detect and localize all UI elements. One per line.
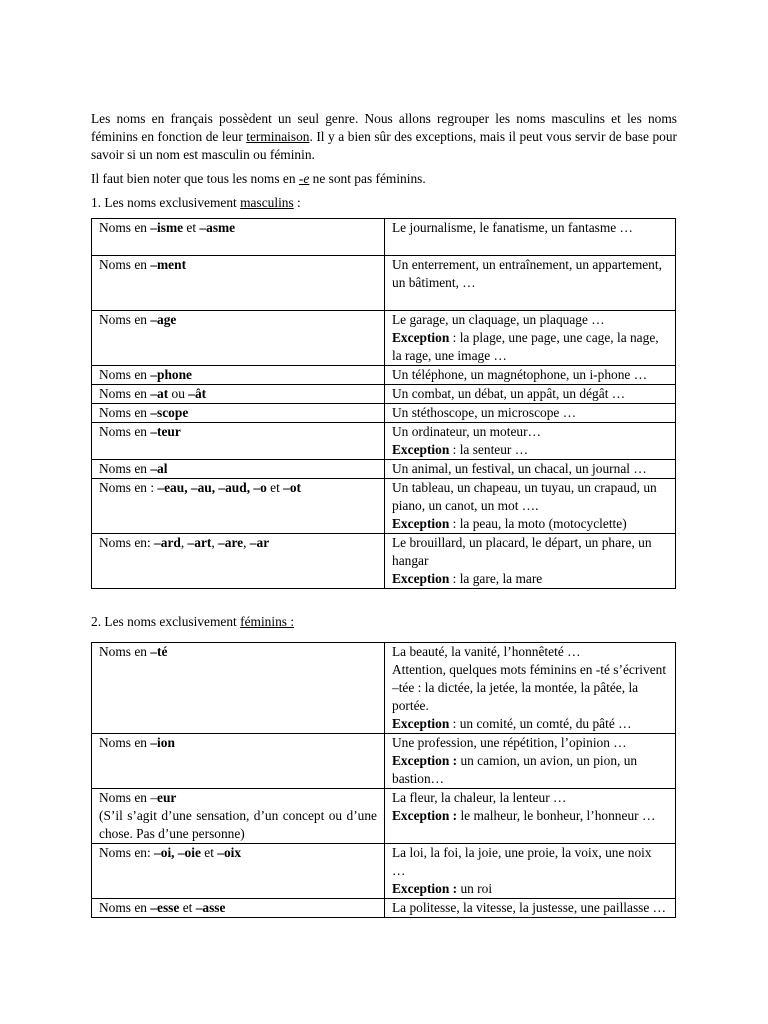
example-line bbox=[392, 385, 668, 403]
example-text: La politesse, la vitesse, la justesse, une paillasse … bbox=[392, 900, 667, 915]
feminine-table bbox=[91, 642, 676, 918]
masculine-examples-cell bbox=[385, 256, 676, 311]
ending-text: Noms en bbox=[99, 386, 151, 401]
masculine-ending-cell bbox=[92, 311, 385, 366]
ending-text: –isme bbox=[150, 220, 184, 235]
feminine-examples-cell bbox=[385, 844, 676, 899]
example-line bbox=[392, 256, 668, 292]
feminine-examples-cell bbox=[385, 899, 676, 918]
example-text: le malheur, le bonheur, l’honneur … bbox=[457, 808, 656, 823]
example-text: Exception bbox=[392, 716, 450, 731]
example-line bbox=[392, 219, 668, 237]
masculine-ending-cell bbox=[92, 219, 385, 256]
masculine-ending-cell bbox=[92, 404, 385, 423]
feminine-examples-cell bbox=[385, 789, 676, 844]
example-text: : un comité, un comté, du pâté … bbox=[449, 716, 632, 731]
example-text: Un enterrement, un entraînement, un appartement, un bâtiment, … bbox=[392, 257, 662, 290]
ending-text: –asme bbox=[199, 220, 236, 235]
example-text: Attention, quelques mots féminins en -té s’écrivent –tée : la dictée, la jetée, la montée, la pâtée, la portée. bbox=[392, 662, 667, 713]
table-row bbox=[92, 479, 676, 534]
ending-text: Noms en bbox=[99, 644, 151, 659]
table-row bbox=[92, 385, 676, 404]
ending-text: , bbox=[180, 535, 188, 550]
example-text: Une profession, une répétition, l’opinion … bbox=[392, 735, 627, 750]
example-line bbox=[392, 570, 668, 588]
section1-suffix: : bbox=[293, 195, 301, 210]
example-text: Exception : bbox=[392, 753, 458, 768]
feminine-ending-cell bbox=[92, 643, 385, 734]
ending-text: –scope bbox=[150, 405, 189, 420]
ending-text: –ar bbox=[249, 535, 270, 550]
ending-text: et bbox=[179, 900, 196, 915]
section1-heading bbox=[91, 194, 677, 212]
masculine-examples-cell bbox=[385, 366, 676, 385]
ending-text: Noms en bbox=[99, 220, 151, 235]
example-text: Un ordinateur, un moteur… bbox=[392, 424, 541, 439]
ending-text: –al bbox=[150, 461, 168, 476]
example-line bbox=[392, 404, 668, 422]
masculine-ending-cell bbox=[92, 256, 385, 311]
ending-text: –teur bbox=[150, 424, 181, 439]
ending-e: -e bbox=[298, 171, 310, 186]
table-row bbox=[92, 404, 676, 423]
feminine-ending-cell bbox=[92, 899, 385, 918]
section1-prefix: 1. Les noms exclusivement bbox=[91, 195, 241, 210]
ending-text: –té bbox=[150, 644, 168, 659]
row-spacer bbox=[392, 292, 668, 310]
terminaison-term: terminaison bbox=[246, 129, 310, 144]
table-row bbox=[92, 219, 676, 256]
ending-text: –art bbox=[187, 535, 212, 550]
example-text: Un animal, un festival, un chacal, un journal … bbox=[392, 461, 647, 476]
example-line bbox=[392, 734, 668, 752]
example-text: Le journalisme, le fanatisme, un fantasme … bbox=[392, 220, 633, 235]
ending-text: Noms en bbox=[99, 735, 151, 750]
ending-text: Noms en bbox=[99, 405, 151, 420]
table-row bbox=[92, 789, 676, 844]
ending-text: Noms en bbox=[99, 424, 151, 439]
example-text: un camion, un avion, un pion, un bastion… bbox=[392, 753, 638, 786]
ending-note: (S’il s’agit d’une sensation, d’un concept ou d’une chose. Pas d’une personne) bbox=[99, 808, 377, 841]
table-row bbox=[92, 734, 676, 789]
ending-text: Noms en: bbox=[99, 845, 155, 860]
masculine-examples-cell bbox=[385, 423, 676, 460]
intro-paragraph bbox=[91, 110, 677, 164]
table-row bbox=[92, 844, 676, 899]
example-line bbox=[392, 789, 668, 807]
table-row bbox=[92, 899, 676, 918]
example-text: Exception : bbox=[392, 881, 458, 896]
example-line bbox=[392, 899, 668, 917]
example-line bbox=[392, 715, 668, 733]
example-line bbox=[392, 807, 668, 825]
section1-keyword: masculins bbox=[240, 195, 294, 210]
example-text: La beauté, la vanité, l’honnêteté … bbox=[392, 644, 581, 659]
masculine-examples-cell bbox=[385, 479, 676, 534]
ending-text: et bbox=[266, 480, 284, 495]
ending-text: ou bbox=[168, 386, 189, 401]
masculine-ending-cell bbox=[92, 423, 385, 460]
example-text: Le garage, un claquage, un plaquage … bbox=[392, 312, 605, 327]
masculine-examples-cell bbox=[385, 534, 676, 589]
masculine-ending-cell bbox=[92, 366, 385, 385]
example-line bbox=[392, 479, 668, 515]
example-line bbox=[392, 441, 668, 459]
example-line bbox=[392, 366, 668, 384]
masculine-examples-cell bbox=[385, 385, 676, 404]
ending-text: Noms en bbox=[99, 461, 151, 476]
ending-text: –ion bbox=[150, 735, 175, 750]
ending-text: Noms en bbox=[99, 900, 151, 915]
masculine-table bbox=[91, 218, 676, 589]
ending-text: –esse bbox=[150, 900, 180, 915]
intro-text-end: . Il y a bien sûr des exceptions, mais il peut vous servir de base pour savoir si un nom est masculin ou féminin. bbox=[91, 129, 677, 162]
table-row bbox=[92, 460, 676, 479]
feminine-ending-cell bbox=[92, 844, 385, 899]
masculine-ending-cell bbox=[92, 479, 385, 534]
ending-text: –ment bbox=[150, 257, 187, 272]
table-row bbox=[92, 366, 676, 385]
example-text: Un tableau, un chapeau, un tuyau, un crapaud, un piano, un canot, un mot …. bbox=[392, 480, 657, 513]
table-row bbox=[92, 423, 676, 460]
ending-text: Noms en bbox=[99, 257, 151, 272]
ending-text: –ât bbox=[188, 386, 207, 401]
ending-text: –oi, –oie bbox=[154, 845, 201, 860]
example-text: : la peau, la moto (motocyclette) bbox=[449, 516, 627, 531]
masculine-examples-cell bbox=[385, 219, 676, 256]
table-row bbox=[92, 256, 676, 311]
example-text: Un combat, un débat, un appât, un dégât … bbox=[392, 386, 626, 401]
example-text: La fleur, la chaleur, la lenteur … bbox=[392, 790, 567, 805]
section2-prefix: 2. Les noms exclusivement bbox=[91, 614, 241, 629]
ending-text: Noms en – bbox=[99, 790, 158, 805]
note-paragraph bbox=[91, 170, 677, 188]
example-line bbox=[392, 423, 668, 441]
table-row bbox=[92, 534, 676, 589]
section2-heading bbox=[91, 613, 677, 631]
example-text: Le brouillard, un placard, le départ, un phare, un hangar bbox=[392, 535, 652, 568]
ending-text: –phone bbox=[150, 367, 193, 382]
example-line bbox=[392, 534, 668, 570]
example-text: Exception bbox=[392, 571, 450, 586]
ending-text: et bbox=[183, 220, 200, 235]
ending-text: Noms en: bbox=[99, 535, 155, 550]
ending-text: Noms en bbox=[99, 312, 151, 327]
example-line bbox=[392, 329, 668, 365]
ending-text: et bbox=[200, 845, 218, 860]
example-line bbox=[392, 844, 668, 880]
ending-text: eur bbox=[157, 790, 177, 805]
feminine-examples-cell bbox=[385, 734, 676, 789]
ending-text: –are bbox=[218, 535, 244, 550]
table-row bbox=[92, 643, 676, 734]
masculine-examples-cell bbox=[385, 404, 676, 423]
example-line bbox=[392, 460, 668, 478]
masculine-ending-cell bbox=[92, 460, 385, 479]
example-text: : la plage, une page, une cage, la nage, la rage, une image … bbox=[392, 330, 659, 363]
intro-text: Les noms en français possèdent un seul genre. Nous allons regrouper les noms masculins et les noms féminins en fonction de leur bbox=[91, 111, 677, 144]
ending-text: –eau, –au, –aud, –o bbox=[157, 480, 267, 495]
feminine-ending-cell bbox=[92, 789, 385, 844]
ending-text: , bbox=[243, 535, 250, 550]
example-text: La loi, la foi, la joie, une proie, la voix, une noix … bbox=[392, 845, 652, 878]
ending-text: , bbox=[211, 535, 219, 550]
ending-text: –asse bbox=[195, 900, 226, 915]
example-text: un roi bbox=[457, 881, 493, 896]
ending-text: –ard bbox=[154, 535, 181, 550]
example-line bbox=[392, 661, 668, 715]
example-text: Exception bbox=[392, 516, 450, 531]
note-text: Il faut bien noter que tous les noms en bbox=[91, 171, 299, 186]
masculine-ending-cell bbox=[92, 385, 385, 404]
row-spacer bbox=[392, 237, 668, 255]
masculine-examples-cell bbox=[385, 460, 676, 479]
document-page bbox=[91, 110, 677, 918]
example-line bbox=[392, 880, 668, 898]
masculine-ending-cell bbox=[92, 534, 385, 589]
example-text: Exception bbox=[392, 442, 450, 457]
example-line bbox=[392, 643, 668, 661]
ending-text: –age bbox=[150, 312, 177, 327]
ending-text: –ot bbox=[283, 480, 302, 495]
feminine-ending-cell bbox=[92, 734, 385, 789]
ending-text: –at bbox=[150, 386, 169, 401]
feminine-examples-cell bbox=[385, 643, 676, 734]
ending-text: Noms en : bbox=[99, 480, 158, 495]
table-row bbox=[92, 311, 676, 366]
note-text-end: ne sont pas féminins. bbox=[309, 171, 426, 186]
example-line bbox=[392, 752, 668, 788]
example-line bbox=[392, 311, 668, 329]
example-text: Un stéthoscope, un microscope … bbox=[392, 405, 577, 420]
section2-keyword: féminins : bbox=[240, 614, 295, 629]
masculine-examples-cell bbox=[385, 311, 676, 366]
example-text: : la senteur … bbox=[449, 442, 529, 457]
example-text: Exception bbox=[392, 330, 450, 345]
ending-text: Noms en bbox=[99, 367, 151, 382]
example-line bbox=[392, 515, 668, 533]
example-text: Exception : bbox=[392, 808, 458, 823]
example-text: : la gare, la mare bbox=[449, 571, 543, 586]
example-text: Un téléphone, un magnétophone, un i-phone … bbox=[392, 367, 648, 382]
ending-text: –oix bbox=[217, 845, 242, 860]
